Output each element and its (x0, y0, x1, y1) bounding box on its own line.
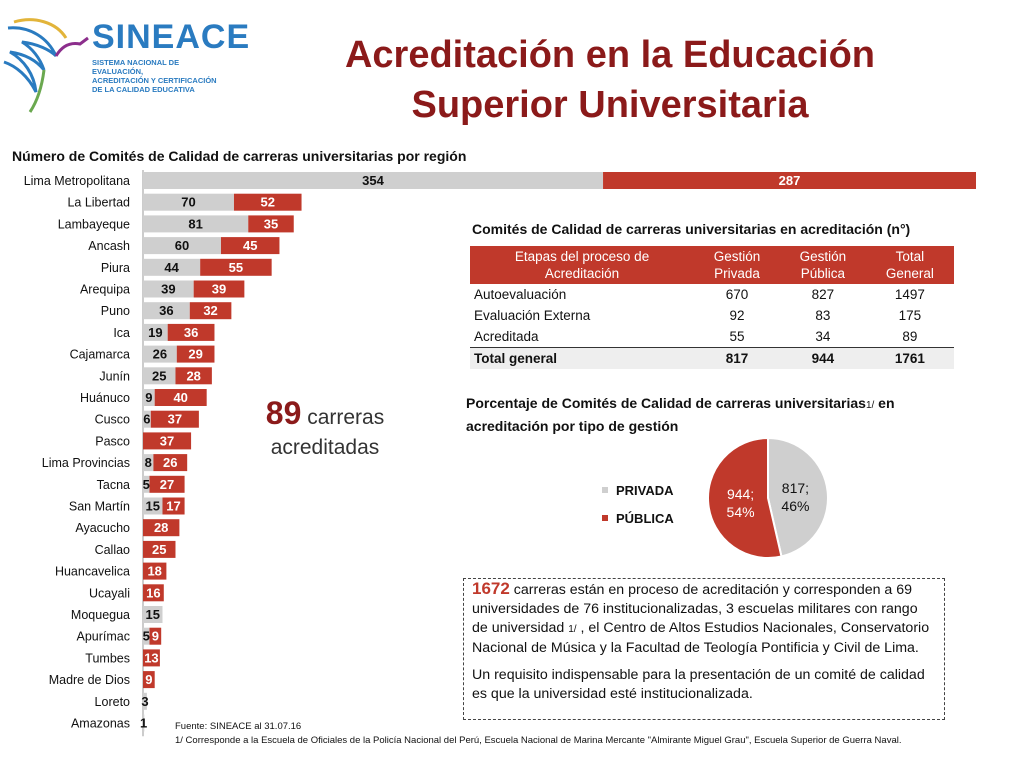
note-text: , el Centro de Altos Estudios Nacionales, Conservatorio Nacional de Música y la Facultad de Teología Pontificia y Civil de Lima. (472, 620, 930, 656)
category-label: Lima Provincias (41, 456, 130, 471)
bar-value-label: 9 (145, 390, 153, 405)
category-label: Loreto (94, 694, 130, 709)
bar-value-label: 70 (181, 194, 196, 210)
category-label: San Martín (68, 499, 130, 514)
bar-value-label: 15 (145, 607, 160, 622)
bar-value-label: 39 (161, 281, 176, 297)
note-paragraph: Un requisito indispensable para la presentación de un comité de calidad es que la universidad esté institucionalizada. (472, 667, 925, 702)
bar-value-label: 15 (145, 498, 160, 514)
bar-value-label: 52 (260, 194, 275, 210)
table-cell: Evaluación Externa (474, 308, 591, 323)
bar-value-label: 9 (145, 672, 153, 688)
category-label: Cusco (94, 412, 130, 427)
source-note: Fuente: SINEACE al 31.07.16 (175, 721, 302, 732)
category-label: Callao (94, 542, 130, 557)
table-total-row (470, 348, 954, 370)
bar-value-label: 37 (167, 411, 183, 427)
table-header: Total General (866, 246, 954, 284)
category-label: Huancavelica (54, 564, 130, 579)
category-label: Huánuco (79, 391, 130, 405)
table-cell: 92 (729, 308, 745, 323)
table-row (470, 305, 954, 326)
pie-title-text: en acreditación por tipo de gestión (466, 395, 895, 434)
note-number: 1672 (472, 579, 510, 598)
category-label: Pasco (95, 434, 130, 449)
callout-number: 89 (265, 395, 302, 431)
table-cell: 670 (725, 287, 749, 302)
table-header: Etapas del proceso de Acreditación (470, 246, 694, 284)
bar-value-label: 287 (778, 173, 801, 188)
legend-item-privada (602, 476, 674, 504)
bar-value-label: 55 (228, 259, 244, 275)
bar-value-label: 29 (188, 346, 203, 362)
accredited-callout (250, 395, 400, 463)
category-label: Ancash (88, 239, 130, 254)
bar-value-label: 6 (143, 411, 151, 427)
category-label: Ica (113, 325, 130, 340)
table-cell: 817 (694, 348, 780, 370)
bar-value-label: 27 (159, 476, 175, 492)
bar-value-label: 9 (151, 628, 159, 644)
category-label: Apurímac (76, 629, 130, 644)
bar-value-label: 28 (186, 368, 201, 384)
bar-value-label: 36 (159, 303, 174, 319)
bar-value-label: 37 (159, 433, 175, 449)
table-cell: Acreditada (474, 329, 539, 344)
bar-value-label: 5 (142, 476, 150, 492)
category-label: Junín (99, 369, 130, 384)
bar-value-label: 26 (163, 455, 178, 471)
bar-value-label: 3 (141, 693, 149, 709)
bar-value-label: 60 (174, 238, 190, 254)
pie-value-label: 944; (726, 486, 755, 503)
bar-value-label: 35 (263, 216, 279, 232)
table-title: Comités de Calidad de carreras universitarias en acreditación (n°) (472, 221, 911, 237)
bar-value-label: 25 (152, 368, 167, 384)
note-sup: 1/ (568, 624, 577, 635)
table-row (470, 284, 954, 305)
hummingbird-icon (0, 8, 92, 118)
category-label: Puno (100, 304, 130, 319)
bar-value-label: 25 (152, 541, 167, 557)
pie-percent-label: 46% (781, 497, 810, 514)
bar-value-label: 32 (203, 303, 218, 319)
bar-value-label: 45 (242, 238, 258, 254)
page-title-line: Acreditación en la Educación (344, 34, 876, 76)
accreditation-table (470, 246, 954, 369)
bar-value-label: 13 (144, 650, 159, 666)
table-cell: 89 (902, 329, 918, 344)
table-cell: 944 (780, 348, 866, 370)
legend-label: PRIVADA (616, 482, 674, 498)
management-pie-chart (700, 436, 840, 566)
bar-value-label: 16 (146, 585, 161, 601)
pie-title-text: Porcentaje de Comités de Calidad de carreras universitarias (466, 395, 866, 411)
table-cell: 1761 (866, 348, 954, 370)
category-label: Madre de Dios (48, 673, 130, 688)
table-header: Gestión Privada (694, 246, 780, 284)
logo-subtitle (92, 58, 232, 94)
bar-value-label: 40 (173, 390, 188, 405)
category-label: Moquegua (70, 608, 130, 622)
bar-value-label: 44 (164, 259, 179, 275)
callout-text: acreditadas (270, 436, 380, 459)
legend-swatch (602, 487, 608, 493)
category-label: Arequipa (79, 282, 130, 297)
bar-value-label: 39 (211, 281, 227, 297)
legend-label: PÚBLICA (616, 510, 674, 526)
category-label: Amazonas (70, 716, 130, 731)
bar-value-label: 36 (183, 324, 199, 340)
table-cell: 827 (811, 287, 835, 302)
category-label: Piura (100, 260, 130, 275)
pie-value-label: 817; (781, 479, 810, 496)
table-cell: 1497 (894, 287, 925, 302)
logo-subtitle-line: ACREDITACIÓN Y CERTIFICACIÓN (92, 76, 217, 85)
bar-value-label: 19 (148, 324, 163, 340)
bar-value-label: 17 (166, 498, 181, 514)
category-label: Ayacucho (75, 521, 130, 536)
table-cell: 55 (729, 329, 745, 344)
pie-legend (602, 476, 674, 532)
bar-value-label: 28 (153, 520, 169, 536)
table-cell: 175 (898, 308, 922, 323)
category-label: Ucayali (89, 586, 130, 601)
bar-value-label: 5 (142, 628, 150, 644)
bar-value-label: 26 (152, 346, 168, 362)
bar-value-label: 1 (140, 715, 148, 731)
pie-chart-title (466, 393, 966, 437)
category-label: Lima Metropolitana (23, 174, 130, 188)
note-paragraph (472, 579, 936, 658)
callout-text: carreras (307, 406, 385, 429)
pie-title-sup: 1/ (865, 400, 875, 411)
table-cell: 34 (815, 329, 831, 344)
legend-swatch (602, 515, 608, 521)
table-cell: 83 (815, 308, 831, 323)
logo-name: SINEACE (92, 18, 251, 56)
note-text: carreras están en proceso de acreditación y corresponden a 69 universidades de 76 institucionalizadas, 3 escuelas militares con rango de universidad (472, 582, 918, 636)
table-cell: Total general (470, 348, 694, 370)
bar-chart-title: Número de Comités de Calidad de carreras universitarias por región (12, 148, 467, 164)
bar-value-label: 8 (144, 455, 152, 471)
note-box (463, 578, 945, 720)
category-label: Tacna (96, 477, 130, 492)
logo-subtitle-line: DE LA CALIDAD EDUCATIVA (92, 85, 195, 94)
table-header-row (470, 246, 954, 284)
category-label: Lambayeque (57, 217, 130, 232)
logo-subtitle-line: SISTEMA NACIONAL DE EVALUACIÓN, (92, 58, 180, 76)
page-title (300, 30, 920, 130)
category-label: La Libertad (67, 195, 130, 210)
bar-value-label: 81 (188, 216, 203, 232)
category-label: Cajamarca (69, 347, 130, 362)
bar-value-label: 354 (362, 173, 384, 188)
table-row (470, 326, 954, 348)
legend-item-publica (602, 504, 674, 532)
pie-percent-label: 54% (726, 504, 755, 521)
table-header: Gestión Pública (780, 246, 866, 284)
page-title-line: Superior Universitaria (411, 84, 809, 126)
category-label: Tumbes (85, 651, 130, 666)
footnote: 1/ Corresponde a la Escuela de Oficiales de la Policía Nacional del Perú, Escuela Nacional de Marina Mercante "Almirante Miguel Grau", Escuela Superior de Guerra Naval. (175, 735, 902, 746)
table-cell: Autoevaluación (474, 287, 567, 302)
bar-value-label: 18 (147, 563, 162, 579)
